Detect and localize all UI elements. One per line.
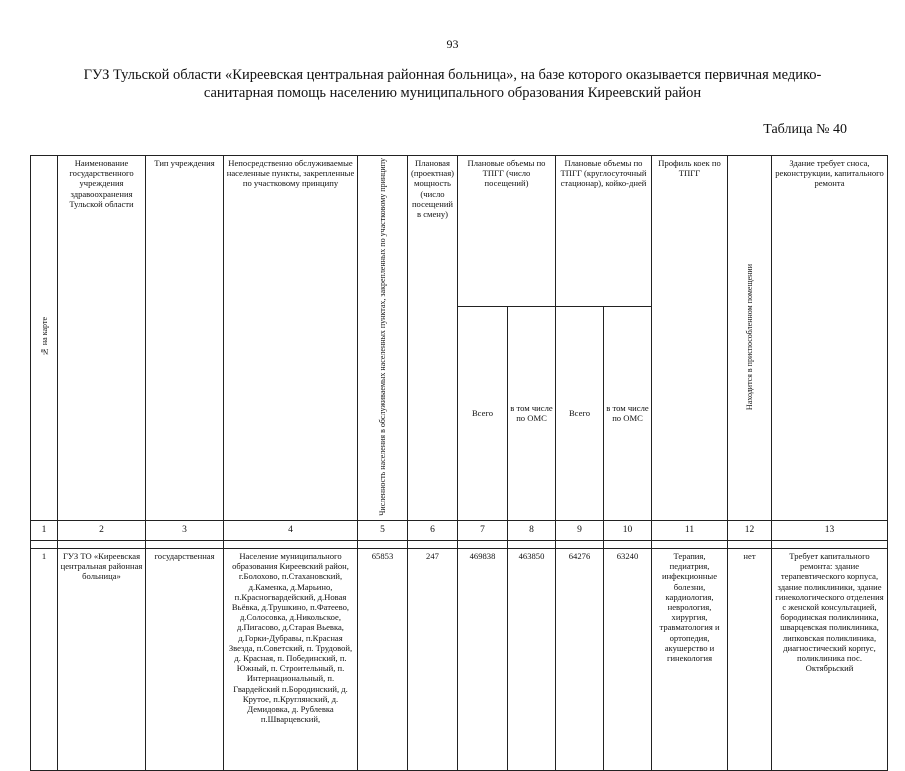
col-number: 1 [31,520,58,540]
row-institution-name: ГУЗ ТО «Киреевская центральная районная больница» [58,548,146,770]
col-number: 12 [728,520,772,540]
col-number: 2 [58,520,146,540]
header-settlements: Непосредственно обслуживаемые населенные пункты, закрепленные по участковому принципу [224,156,358,521]
row-beds-oms: 63240 [604,548,652,770]
header-visits-oms: в том числе по ОМС [508,306,556,520]
header-bed-profile: Профиль коек по ТПГГ [652,156,728,521]
header-beds-oms: в том числе по ОМС [604,306,652,520]
table-label: Таблица № 40 [763,122,847,137]
facility-table [30,155,888,771]
header-institution-type: Тип учреждения [146,156,224,521]
row-capacity: 247 [408,548,458,770]
row-visits-total: 469838 [458,548,508,770]
row-visits-oms: 463850 [508,548,556,770]
col-number: 13 [772,520,888,540]
row-map-number: 1 [31,548,58,770]
header-adapted-premises: Находится в приспособленном помещении [728,156,772,521]
row-settlements: Население муниципального образования Киреевский район, г.Болохово, п.Стахановский, д.Каменка, д.Марьино, п.Красногвардейский, д.Новая Вьёвка, д.Трушкино, п.Фатеево, д.Солосовка, д.Никольское, д.Пигасово, д.Старая Вьевка, д.Горки-Дубравы, п.Красная Звезда, п.Советский, п. Трудовой, д. Красная, п. Побединский, п. Южный, п. Строительный, п. Интернациональный, п. Гвардейский п.Бородинский, д. Крутое, п.Круглянский, д. Демидовка, д. Рублевка п.Шварцевский, [224,548,358,770]
header-population: Численность населения в обслуживаемых населенных пунктах, закрепленных по участковому принципу [358,156,408,521]
header-visits: Плановые объемы по ТПГГ (число посещений) [458,156,556,307]
col-number: 11 [652,520,728,540]
header-institution-name: Наименование государственного учреждения здравоохранения Тульской области [58,156,146,521]
col-number: 5 [358,520,408,540]
table-row [31,548,888,770]
row-population: 65853 [358,548,408,770]
col-number: 8 [508,520,556,540]
row-building-state: Требует капитального ремонта: здание терапевтического корпуса, здание поликлиники, здание гинекологического отделения с женской консультацией, бородинская поликлиника, шварцевская поликлиника, липковская поликлиника, диагностический корпус, поликлиника пос. Октябрьский [772,548,888,770]
header-beds-total: Всего [556,306,604,520]
row-bed-profile: Терапия, педиатрия, инфекционные болезни, кардиология, неврология, хирургия, травматология и ортопедия, акушерство и гинекология [652,548,728,770]
col-number: 7 [458,520,508,540]
col-number: 9 [556,520,604,540]
row-beds-total: 64276 [556,548,604,770]
column-number-row [31,520,888,540]
col-number: 4 [224,520,358,540]
col-number: 10 [604,520,652,540]
header-beds: Плановые объемы по ТПГГ (круглосуточный стационар), койко-дней [556,156,652,307]
row-institution-type: государственная [146,548,224,770]
header-visits-total: Всего [458,306,508,520]
header-building-state: Здание требует сноса, реконструкции, капитального ремонта [772,156,888,521]
header-capacity: Плановая (проектная) мощность (число посещений в смену) [408,156,458,521]
header-map-number: № на карте [31,156,58,521]
col-number: 3 [146,520,224,540]
row-adapted-premises: нет [728,548,772,770]
page-number: 93 [446,37,459,51]
document-title: ГУЗ Тульской области «Киреевская центральная районная больница», на базе которого оказывается первичная медико-санитарная помощь населению муниципального образования Киреевский район [83,67,822,101]
col-number: 6 [408,520,458,540]
